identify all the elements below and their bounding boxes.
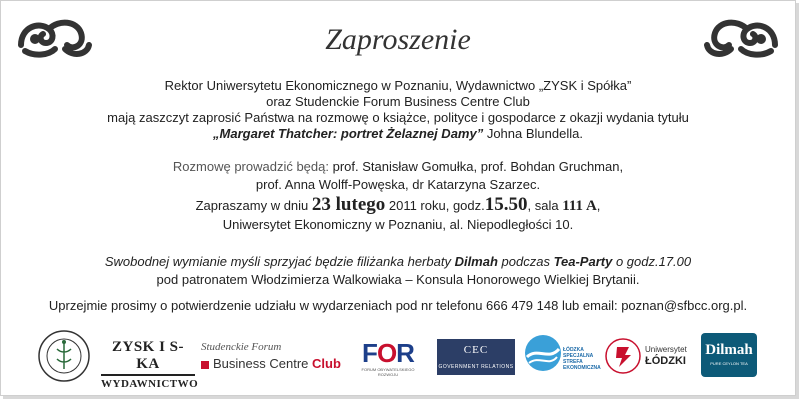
zysk-logo bbox=[101, 339, 199, 390]
patron-line: pod patronatem Włodzimierza Walkowiaka – Konsula Honorowego Wielkiej Brytanii. bbox=[156, 272, 640, 287]
for-logo-f: F bbox=[362, 338, 377, 368]
sfbc-logo bbox=[201, 341, 343, 371]
tea-event: Tea-Party bbox=[553, 254, 613, 269]
uni-lodz-logo bbox=[603, 333, 695, 381]
tea-mid: podczas bbox=[497, 254, 554, 269]
lsse-logo bbox=[523, 331, 601, 381]
dilmah-logo-sub: PURE CEYLON TEA bbox=[710, 361, 748, 366]
venue-line: Uniwersytet Ekonomiczny w Poznaniu, al. Niepodległości 10. bbox=[222, 217, 574, 232]
sponsor-logos bbox=[1, 327, 795, 390]
event-date: 23 lutego bbox=[311, 194, 386, 215]
sfbc-logo-bcc: Business Centre bbox=[213, 356, 312, 371]
lsse-logo-text: ŁÓDZKA SPECJALNA STREFA EKONOMICZNA bbox=[563, 347, 601, 371]
room-pre: , sala bbox=[527, 198, 563, 213]
room-post: , bbox=[596, 198, 601, 213]
intro-line-1: Rektor Uniwersytetu Ekonomicznego w Poznaniu, Wydawnictwo „ZYSK i Spółka” bbox=[164, 78, 632, 93]
uni-lodz-emblem-icon bbox=[603, 333, 643, 379]
for-logo-o: O bbox=[376, 338, 397, 368]
tea-pre: Swobodnej wymianie myśli sprzyjać będzie filiżanka herbaty bbox=[104, 254, 455, 269]
red-square-icon bbox=[201, 361, 209, 369]
for-logo-mark bbox=[353, 339, 423, 367]
book-title: „Margaret Thatcher: portret Żelaznej Damy” bbox=[213, 126, 484, 141]
sfbc-logo-line-2 bbox=[201, 356, 343, 371]
event-room: 111 A bbox=[562, 198, 597, 214]
intro-line-3: mają zaszczyt zaprosić Państwa na rozmowę o książce, polityce i gospodarce z okazji wydania tytułu bbox=[107, 110, 689, 125]
date-year: 2011 roku, godz. bbox=[385, 198, 485, 213]
university-seal-logo bbox=[37, 329, 91, 383]
sfbc-logo-club: Club bbox=[312, 356, 341, 371]
cec-logo-line-2: GOVERNMENT RELATIONS bbox=[438, 364, 514, 370]
zysk-logo-line-1: ZYSK I S-KA bbox=[101, 339, 195, 376]
zysk-logo-line-2: WYDAWNICTWO bbox=[101, 378, 199, 390]
page-title: Zaproszenie bbox=[325, 23, 471, 56]
cec-logo bbox=[437, 339, 515, 375]
for-logo-r: R bbox=[396, 338, 414, 368]
date-pre: Zapraszamy w dniu bbox=[195, 198, 312, 213]
tea-line bbox=[1, 254, 795, 270]
hosts-names-1: prof. Stanisław Gomułka, prof. Bohdan Gruchman, bbox=[328, 159, 624, 174]
book-line bbox=[1, 126, 795, 142]
event-time: 15.50 bbox=[484, 194, 528, 215]
hosts-label: Rozmowę prowadzić będą: bbox=[172, 159, 329, 174]
hosts-line-2: prof. Anna Wolff-Powęska, dr Katarzyna Szarzec. bbox=[255, 177, 541, 192]
lsse-swirl-icon bbox=[523, 331, 563, 375]
sfbc-logo-line-1: Studenckie Forum bbox=[201, 341, 282, 353]
hosts-line-1 bbox=[1, 159, 795, 175]
tea-brand: Dilmah bbox=[454, 254, 498, 269]
book-author: Johna Blundella. bbox=[483, 126, 583, 141]
dilmah-logo bbox=[701, 333, 757, 377]
for-logo bbox=[353, 339, 423, 377]
cec-logo-line-1: CEC bbox=[463, 344, 489, 356]
uni-lodz-line-2: ŁÓDZKI bbox=[645, 355, 686, 367]
intro-line-2: oraz Studenckie Forum Business Centre Club bbox=[266, 94, 530, 109]
date-line bbox=[1, 194, 795, 217]
tea-post: o godz.17.00 bbox=[612, 254, 692, 269]
rsvp-line: Uprzejmie prosimy o potwierdzenie udziału w wydarzeniach pod nr telefonu 666 479 148 lub email: poznan@sfbcc.org.pl. bbox=[48, 298, 748, 313]
dilmah-logo-text: Dilmah bbox=[705, 342, 753, 358]
for-logo-subtitle: FORUM OBYWATELSKIEGO ROZWOJU bbox=[361, 367, 415, 377]
uni-lodz-line-1: Uniwersytet bbox=[645, 345, 687, 354]
